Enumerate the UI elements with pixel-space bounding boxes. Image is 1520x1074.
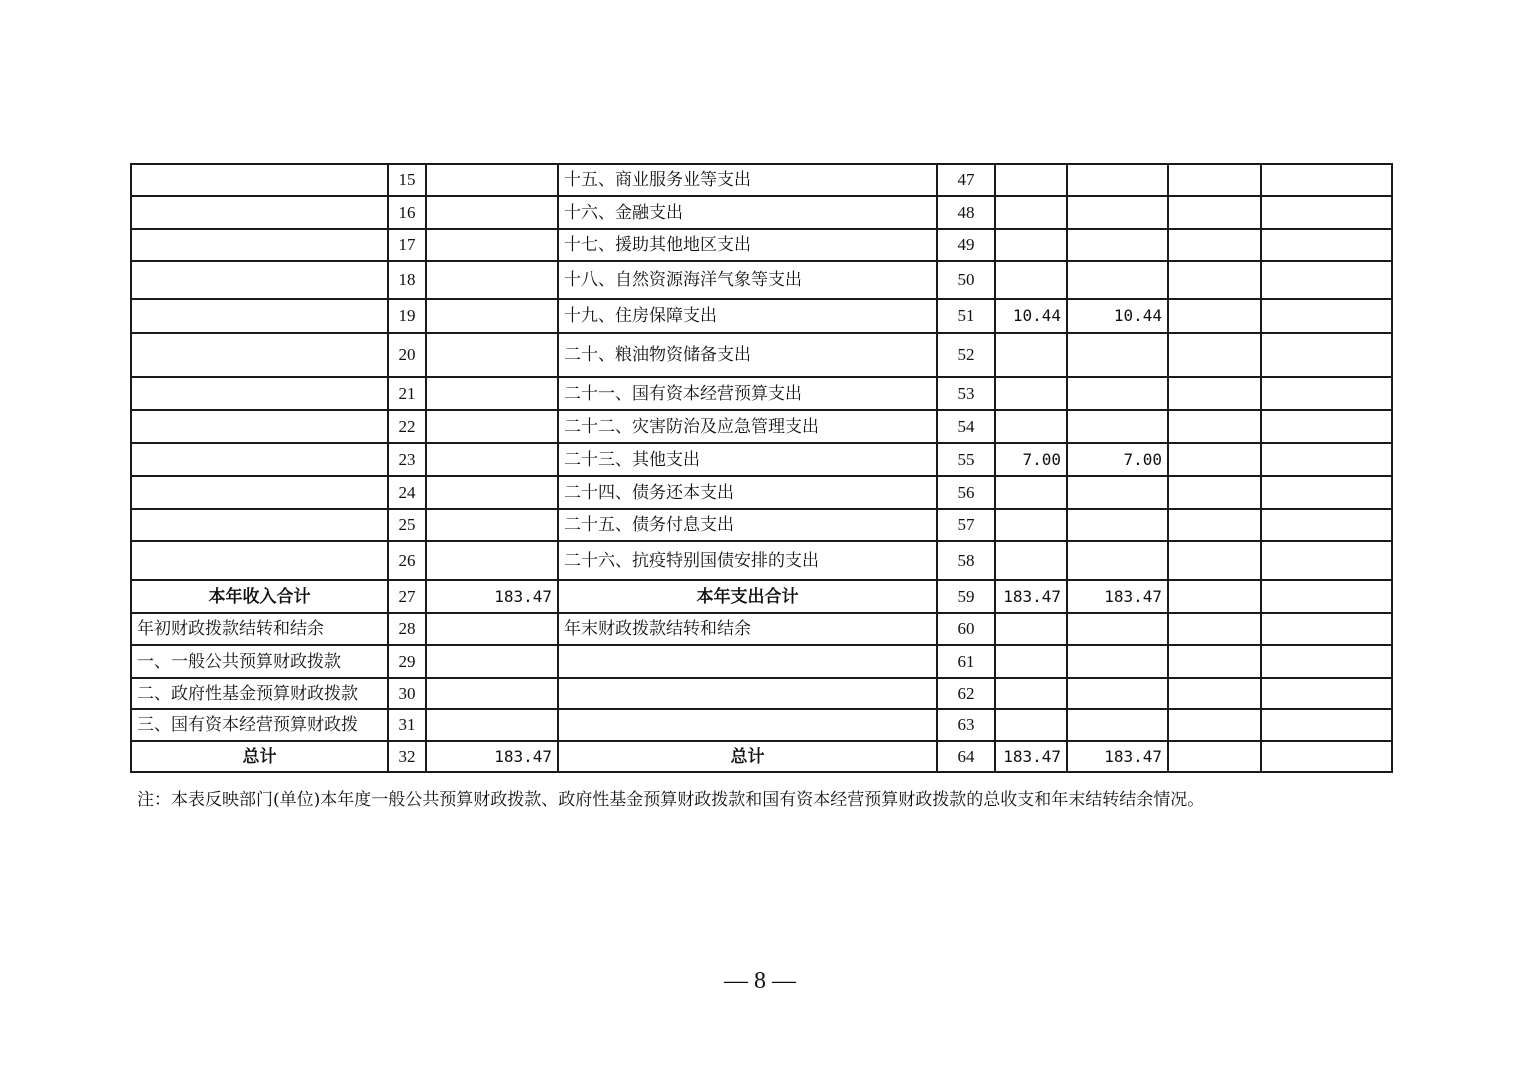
expense-total-cell xyxy=(995,377,1067,410)
expense-total-cell xyxy=(995,164,1067,196)
general-budget-cell xyxy=(1067,709,1168,741)
state-capital-budget-cell xyxy=(1261,443,1392,476)
expense-item-cell: 二十四、债务还本支出 xyxy=(558,476,937,509)
expense-line-number-cell: 57 xyxy=(937,509,995,541)
income-line-number-cell: 16 xyxy=(388,196,426,229)
state-capital-budget-cell xyxy=(1261,509,1392,541)
income-item-cell xyxy=(131,476,388,509)
expense-total-cell xyxy=(995,678,1067,709)
state-capital-budget-cell xyxy=(1261,229,1392,261)
state-capital-budget-cell xyxy=(1261,196,1392,229)
state-capital-budget-cell xyxy=(1261,678,1392,709)
income-item-cell xyxy=(131,541,388,580)
expense-item-cell: 二十六、抗疫特别国债安排的支出 xyxy=(558,541,937,580)
gov-fund-budget-cell xyxy=(1168,299,1261,333)
expense-line-number-cell: 47 xyxy=(937,164,995,196)
income-item-cell xyxy=(131,333,388,377)
expense-total-cell: 10.44 xyxy=(995,299,1067,333)
expense-total-cell xyxy=(995,196,1067,229)
income-amount-cell xyxy=(426,410,558,443)
income-line-number-cell: 17 xyxy=(388,229,426,261)
income-amount-cell xyxy=(426,377,558,410)
income-amount-cell: 183.47 xyxy=(426,580,558,613)
general-budget-cell xyxy=(1067,196,1168,229)
income-line-number-cell: 21 xyxy=(388,377,426,410)
income-amount-cell xyxy=(426,476,558,509)
expense-line-number-cell: 56 xyxy=(937,476,995,509)
expense-item-cell: 十九、住房保障支出 xyxy=(558,299,937,333)
expense-line-number-cell: 58 xyxy=(937,541,995,580)
gov-fund-budget-cell xyxy=(1168,645,1261,678)
income-item-cell: 总计 xyxy=(131,741,388,772)
income-line-number-cell: 25 xyxy=(388,509,426,541)
table-footnote: 注：本表反映部门(单位)本年度一般公共预算财政拨款、政府性基金预算财政拨款和国有资本经营预算财政拨款的总收支和年末结转结余情况。 xyxy=(137,790,1205,810)
income-line-number-cell: 19 xyxy=(388,299,426,333)
table-row xyxy=(131,741,1392,772)
expense-total-cell xyxy=(995,333,1067,377)
income-line-number-cell: 29 xyxy=(388,645,426,678)
gov-fund-budget-cell xyxy=(1168,509,1261,541)
expense-line-number-cell: 59 xyxy=(937,580,995,613)
gov-fund-budget-cell xyxy=(1168,261,1261,299)
expense-item-cell: 十八、自然资源海洋气象等支出 xyxy=(558,261,937,299)
gov-fund-budget-cell xyxy=(1168,443,1261,476)
income-amount-cell xyxy=(426,613,558,645)
income-amount-cell xyxy=(426,333,558,377)
table-row xyxy=(131,645,1392,678)
expense-line-number-cell: 50 xyxy=(937,261,995,299)
expense-line-number-cell: 62 xyxy=(937,678,995,709)
state-capital-budget-cell xyxy=(1261,299,1392,333)
expense-item-cell: 二十一、国有资本经营预算支出 xyxy=(558,377,937,410)
expense-line-number-cell: 52 xyxy=(937,333,995,377)
expense-total-cell xyxy=(995,410,1067,443)
expense-line-number-cell: 64 xyxy=(937,741,995,772)
expense-total-cell: 7.00 xyxy=(995,443,1067,476)
general-budget-cell xyxy=(1067,613,1168,645)
income-item-cell xyxy=(131,229,388,261)
general-budget-cell xyxy=(1067,261,1168,299)
gov-fund-budget-cell xyxy=(1168,410,1261,443)
general-budget-cell xyxy=(1067,164,1168,196)
income-amount-cell xyxy=(426,299,558,333)
income-amount-cell xyxy=(426,709,558,741)
income-line-number-cell: 30 xyxy=(388,678,426,709)
table-row xyxy=(131,678,1392,709)
income-item-cell: 年初财政拨款结转和结余 xyxy=(131,613,388,645)
general-budget-cell xyxy=(1067,509,1168,541)
table-row xyxy=(131,164,1392,196)
general-budget-cell xyxy=(1067,678,1168,709)
expense-line-number-cell: 63 xyxy=(937,709,995,741)
income-line-number-cell: 15 xyxy=(388,164,426,196)
income-amount-cell xyxy=(426,541,558,580)
expense-total-cell xyxy=(995,613,1067,645)
income-item-cell: 一、一般公共预算财政拨款 xyxy=(131,645,388,678)
table-row xyxy=(131,377,1392,410)
income-line-number-cell: 26 xyxy=(388,541,426,580)
income-amount-cell xyxy=(426,164,558,196)
gov-fund-budget-cell xyxy=(1168,476,1261,509)
table-row xyxy=(131,709,1392,741)
general-budget-cell xyxy=(1067,645,1168,678)
expense-item-cell: 十五、商业服务业等支出 xyxy=(558,164,937,196)
gov-fund-budget-cell xyxy=(1168,333,1261,377)
income-amount-cell xyxy=(426,509,558,541)
state-capital-budget-cell xyxy=(1261,541,1392,580)
expense-total-cell xyxy=(995,509,1067,541)
expense-item-cell xyxy=(558,709,937,741)
income-item-cell xyxy=(131,164,388,196)
expense-line-number-cell: 54 xyxy=(937,410,995,443)
table-row xyxy=(131,299,1392,333)
expense-line-number-cell: 55 xyxy=(937,443,995,476)
gov-fund-budget-cell xyxy=(1168,164,1261,196)
income-amount-cell xyxy=(426,261,558,299)
income-item-cell xyxy=(131,377,388,410)
income-item-cell xyxy=(131,196,388,229)
income-amount-cell xyxy=(426,678,558,709)
table-row xyxy=(131,261,1392,299)
state-capital-budget-cell xyxy=(1261,333,1392,377)
state-capital-budget-cell xyxy=(1261,377,1392,410)
gov-fund-budget-cell xyxy=(1168,580,1261,613)
state-capital-budget-cell xyxy=(1261,410,1392,443)
income-item-cell xyxy=(131,443,388,476)
expense-line-number-cell: 61 xyxy=(937,645,995,678)
expense-item-cell: 本年支出合计 xyxy=(558,580,937,613)
income-line-number-cell: 27 xyxy=(388,580,426,613)
expense-item-cell: 二十五、债务付息支出 xyxy=(558,509,937,541)
general-budget-cell xyxy=(1067,229,1168,261)
expense-total-cell xyxy=(995,709,1067,741)
general-budget-cell: 183.47 xyxy=(1067,741,1168,772)
state-capital-budget-cell xyxy=(1261,476,1392,509)
general-budget-cell xyxy=(1067,541,1168,580)
income-item-cell: 二、政府性基金预算财政拨款 xyxy=(131,678,388,709)
expense-item-cell: 二十、粮油物资储备支出 xyxy=(558,333,937,377)
general-budget-cell: 183.47 xyxy=(1067,580,1168,613)
income-line-number-cell: 18 xyxy=(388,261,426,299)
income-line-number-cell: 28 xyxy=(388,613,426,645)
income-line-number-cell: 23 xyxy=(388,443,426,476)
table-row xyxy=(131,196,1392,229)
income-line-number-cell: 20 xyxy=(388,333,426,377)
state-capital-budget-cell xyxy=(1261,709,1392,741)
gov-fund-budget-cell xyxy=(1168,613,1261,645)
income-amount-cell xyxy=(426,443,558,476)
table-row xyxy=(131,541,1392,580)
income-line-number-cell: 24 xyxy=(388,476,426,509)
expense-item-cell: 二十三、其他支出 xyxy=(558,443,937,476)
expense-line-number-cell: 53 xyxy=(937,377,995,410)
state-capital-budget-cell xyxy=(1261,645,1392,678)
general-budget-cell xyxy=(1067,410,1168,443)
expense-total-cell xyxy=(995,476,1067,509)
gov-fund-budget-cell xyxy=(1168,229,1261,261)
expense-total-cell: 183.47 xyxy=(995,580,1067,613)
table-row xyxy=(131,476,1392,509)
state-capital-budget-cell xyxy=(1261,613,1392,645)
income-line-number-cell: 32 xyxy=(388,741,426,772)
expense-line-number-cell: 51 xyxy=(937,299,995,333)
state-capital-budget-cell xyxy=(1261,741,1392,772)
income-amount-cell: 183.47 xyxy=(426,741,558,772)
expense-item-cell: 十六、金融支出 xyxy=(558,196,937,229)
table-row xyxy=(131,333,1392,377)
expense-total-cell xyxy=(995,261,1067,299)
page-number: — 8 — xyxy=(724,968,796,994)
expense-line-number-cell: 60 xyxy=(937,613,995,645)
expense-total-cell xyxy=(995,229,1067,261)
general-budget-cell: 7.00 xyxy=(1067,443,1168,476)
table-row xyxy=(131,443,1392,476)
gov-fund-budget-cell xyxy=(1168,541,1261,580)
income-item-cell: 三、国有资本经营预算财政拨 xyxy=(131,709,388,741)
gov-fund-budget-cell xyxy=(1168,196,1261,229)
general-budget-cell xyxy=(1067,476,1168,509)
table-row xyxy=(131,613,1392,645)
expense-item-cell: 二十二、灾害防治及应急管理支出 xyxy=(558,410,937,443)
income-item-cell xyxy=(131,261,388,299)
general-budget-cell: 10.44 xyxy=(1067,299,1168,333)
income-amount-cell xyxy=(426,645,558,678)
income-item-cell: 本年收入合计 xyxy=(131,580,388,613)
table-row xyxy=(131,580,1392,613)
table-row xyxy=(131,410,1392,443)
gov-fund-budget-cell xyxy=(1168,678,1261,709)
state-capital-budget-cell xyxy=(1261,261,1392,299)
expense-total-cell: 183.47 xyxy=(995,741,1067,772)
income-item-cell xyxy=(131,299,388,333)
expense-line-number-cell: 49 xyxy=(937,229,995,261)
table-row xyxy=(131,509,1392,541)
expense-total-cell xyxy=(995,645,1067,678)
expense-total-cell xyxy=(995,541,1067,580)
income-item-cell xyxy=(131,410,388,443)
income-line-number-cell: 31 xyxy=(388,709,426,741)
expense-item-cell: 总计 xyxy=(558,741,937,772)
income-amount-cell xyxy=(426,229,558,261)
budget-table xyxy=(130,163,1393,773)
expense-line-number-cell: 48 xyxy=(937,196,995,229)
state-capital-budget-cell xyxy=(1261,164,1392,196)
income-item-cell xyxy=(131,509,388,541)
state-capital-budget-cell xyxy=(1261,580,1392,613)
gov-fund-budget-cell xyxy=(1168,741,1261,772)
expense-item-cell xyxy=(558,678,937,709)
general-budget-cell xyxy=(1067,333,1168,377)
expense-item-cell: 年末财政拨款结转和结余 xyxy=(558,613,937,645)
income-line-number-cell: 22 xyxy=(388,410,426,443)
general-budget-cell xyxy=(1067,377,1168,410)
income-amount-cell xyxy=(426,196,558,229)
expense-item-cell: 十七、援助其他地区支出 xyxy=(558,229,937,261)
gov-fund-budget-cell xyxy=(1168,377,1261,410)
gov-fund-budget-cell xyxy=(1168,709,1261,741)
expense-item-cell xyxy=(558,645,937,678)
table-row xyxy=(131,229,1392,261)
